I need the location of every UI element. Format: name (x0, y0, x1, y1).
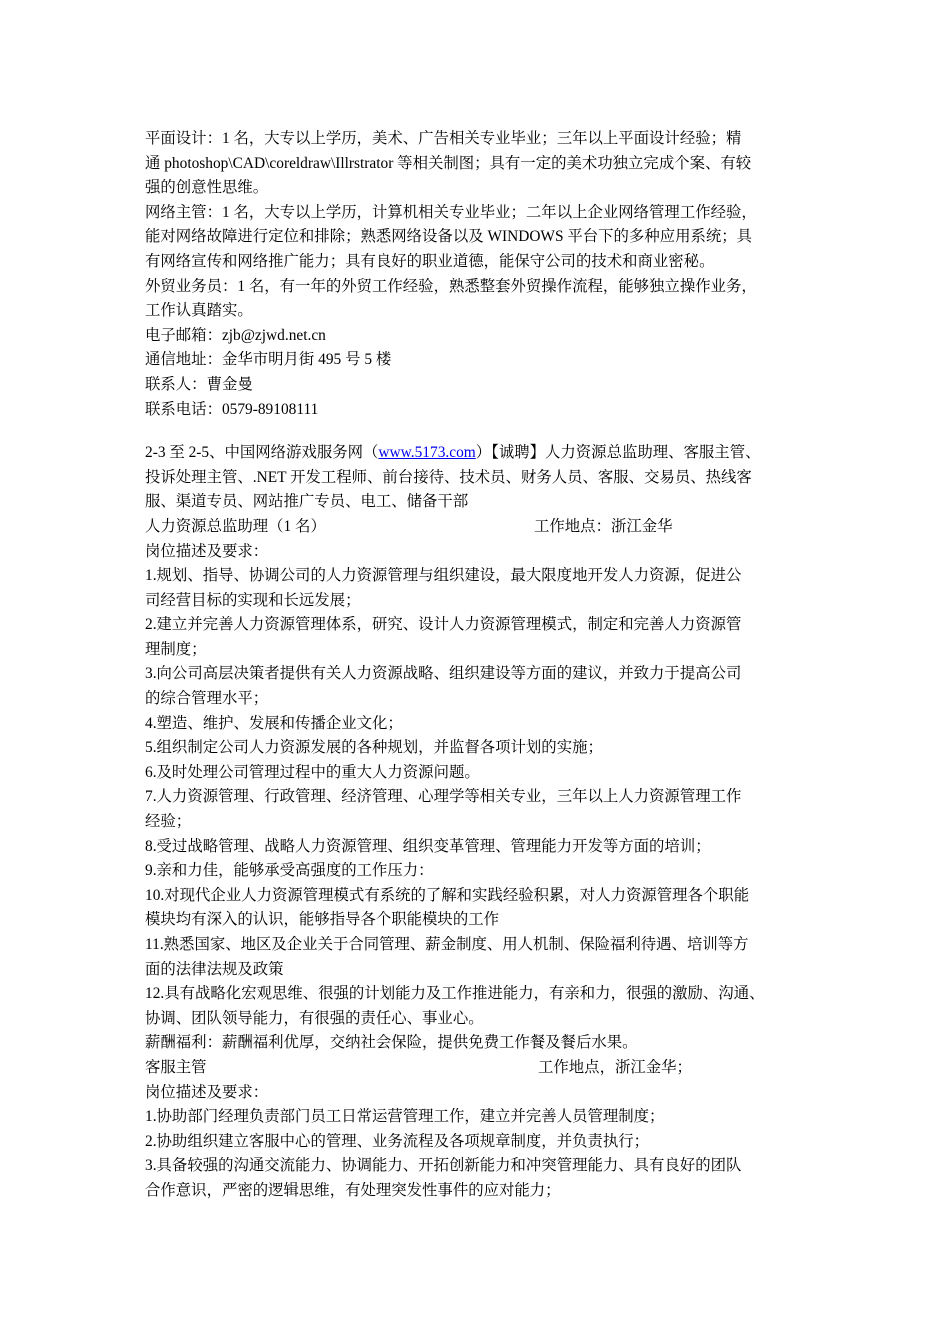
text-line: 经验； (145, 813, 192, 831)
text-line: 1.协助部门经理负责部门员工日常运营管理工作，建立并完善人员管理制度； (145, 1108, 665, 1126)
text-line: 面的法律法规及政策 (145, 960, 284, 978)
text-line: 工作认真踏实。 (145, 302, 253, 320)
text-line: 模块均有深入的认识，能够指导各个职能模块的工作 (145, 911, 499, 929)
text-line: 有网络宣传和网络推广能力；具有良好的职业道德，能保守公司的技术和商业密秘。 (145, 252, 715, 270)
text-line: 6.及时处理公司管理过程中的重大人力资源问题。 (145, 763, 480, 781)
text-line: 薪酬福利：薪酬福利优厚，交纳社会保险，提供免费工作餐及餐后水果。 (145, 1034, 638, 1052)
text-line: 通 photoshop\CAD\coreldraw\Illrstrator 等相关制图；具有一定的美术功独立完成个案、有较 (145, 154, 752, 172)
heading-prefix: 2-3 至 2-5、中国网络游戏服务网（ (145, 444, 379, 462)
text-line: 网络主管：1 名，大专以上学历，计算机相关专业毕业；二年以上企业网络管理工作经验， (145, 203, 757, 221)
job-title-row (145, 515, 825, 540)
text-line: 合作意识，严密的逻辑思维，有处理突发性事件的应对能力； (145, 1181, 561, 1199)
heading-suffix: ）【诚聘】人力资源总监助理、客服主管、 (475, 444, 761, 462)
contact-person: 联系人：曹金曼 (145, 375, 253, 393)
text-line: 10.对现代企业人力资源管理模式有系统的了解和实践经验积累，对人力资源管理各个职能 (145, 886, 750, 904)
job-listing-block-2 (145, 441, 825, 1203)
contact-address: 通信地址：金华市明月街 495 号 5 楼 (145, 351, 392, 369)
text-line: 3.向公司高层决策者提供有关人力资源战略、组织建设等方面的建议，并致力于提高公司 (145, 665, 742, 683)
website-link[interactable]: www.5173.com (378, 444, 476, 462)
text-line: 1.规划、指导、协调公司的人力资源管理与组织建设，最大限度地开发人力资源，促进公 (145, 567, 742, 585)
text-line: 理制度； (145, 640, 207, 658)
job-title: 客服主管 (145, 1058, 207, 1076)
job-location: 工作地点：浙江金华 (534, 517, 673, 535)
text-line: 9.亲和力佳，能够承受高强度的工作压力： (145, 862, 434, 880)
text-line: 投诉处理主管、.NET 开发工程师、前台接待、技术员、财务人员、客服、交易员、热线客 (145, 468, 752, 486)
text-line: 服、渠道专员、网站推广专员、电工、储备干部 (145, 493, 469, 511)
text-line: 5.组织制定公司人力资源发展的各种规划，并监督各项计划的实施； (145, 739, 603, 757)
text-line: 岗位描述及要求： (145, 542, 269, 560)
text-line: 2.协助组织建立客服中心的管理、业务流程及各项规章制度，并负责执行； (145, 1132, 650, 1150)
job-title: 人力资源总监助理（1 名） (145, 517, 326, 535)
text-line: 2.建立并完善人力资源管理体系，研究、设计人力资源管理模式，制定和完善人力资源管 (145, 616, 742, 634)
text-line: 4.塑造、维护、发展和传播企业文化； (145, 714, 403, 732)
text-line: 平面设计：1 名，大专以上学历，美术、广告相关专业毕业；三年以上平面设计经验；精 (145, 130, 742, 147)
text-line: 8.受过战略管理、战略人力资源管理、组织变革管理、管理能力开发等方面的培训； (145, 837, 711, 855)
contact-email: 电子邮箱：zjb@zjwd.net.cn (145, 326, 326, 344)
job-title-row (145, 1056, 825, 1081)
text-line: 岗位描述及要求： (145, 1083, 269, 1101)
text-line: 协调、团队领导能力，有很强的责任心、事业心。 (145, 1009, 484, 1027)
text-line: 11.熟悉国家、地区及企业关于合同管理、薪金制度、用人机制、保险福利待遇、培训等方 (145, 936, 749, 953)
text-line: 12.具有战略化宏观思维、很强的计划能力及工作推进能力，有亲和力，很强的激励、沟通、 (145, 985, 765, 1003)
text-line: 司经营目标的实现和长远发展； (145, 591, 361, 609)
job-listing-block-1 (145, 127, 825, 422)
contact-phone: 联系电话：0579-89108111 (145, 400, 319, 418)
text-line: 3.具备较强的沟通交流能力、协调能力、开拓创新能力和冲突管理能力、具有良好的团队 (145, 1157, 742, 1175)
text-line: 外贸业务员：1 名，有一年的外贸工作经验，熟悉整套外贸操作流程，能够独立操作业务， (145, 277, 757, 295)
text-line: 7.人力资源管理、行政管理、经济管理、心理学等相关专业，三年以上人力资源管理工作 (145, 788, 742, 806)
paragraph-gap (145, 422, 825, 441)
job-location: 工作地点，浙江金华； (538, 1058, 692, 1076)
text-line: 的综合管理水平； (145, 690, 269, 708)
text-line: 强的创意性思维。 (145, 179, 269, 197)
section-heading (145, 441, 825, 466)
text-line: 能对网络故障进行定位和排除；熟悉网络设备以及 WINDOWS 平台下的多种应用系统；具 (145, 228, 753, 246)
document-page (145, 127, 825, 1204)
